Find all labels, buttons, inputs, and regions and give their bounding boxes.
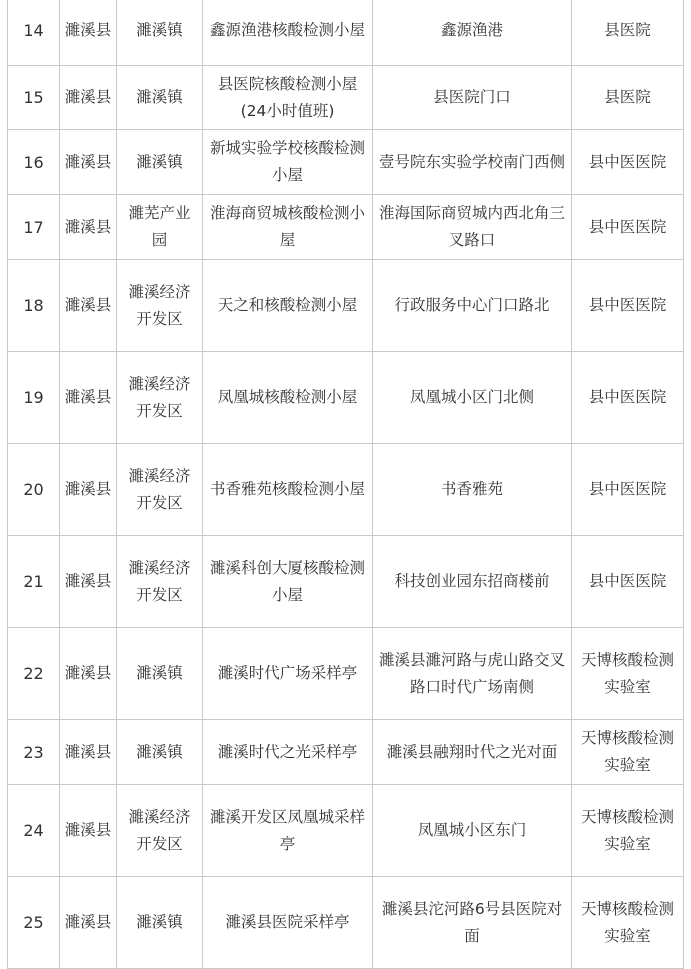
county-cell: 濉溪县 bbox=[60, 536, 117, 628]
site-name-cell: 天之和核酸检测小屋 bbox=[203, 260, 373, 352]
town-cell: 濉溪经济开发区 bbox=[117, 785, 203, 877]
row-number: 24 bbox=[8, 785, 60, 877]
lab-cell: 县医院 bbox=[572, 66, 684, 130]
table-row bbox=[8, 352, 684, 444]
address-cell: 淮海国际商贸城内西北角三叉路口 bbox=[373, 195, 572, 260]
lab-cell: 天博核酸检测实验室 bbox=[572, 877, 684, 969]
lab-cell: 县中医医院 bbox=[572, 536, 684, 628]
address-cell: 濉溪县沱河路6号县医院对面 bbox=[373, 877, 572, 969]
county-cell: 濉溪县 bbox=[60, 260, 117, 352]
row-number: 21 bbox=[8, 536, 60, 628]
table-row bbox=[8, 130, 684, 195]
table-row bbox=[8, 444, 684, 536]
row-number: 20 bbox=[8, 444, 60, 536]
lab-cell: 县中医医院 bbox=[572, 444, 684, 536]
site-name-cell: 凤凰城核酸检测小屋 bbox=[203, 352, 373, 444]
county-cell: 濉溪县 bbox=[60, 352, 117, 444]
site-name-cell: 濉溪开发区凤凰城采样亭 bbox=[203, 785, 373, 877]
table-row bbox=[8, 877, 684, 969]
address-cell: 濉溪县融翔时代之光对面 bbox=[373, 720, 572, 785]
address-cell: 县医院门口 bbox=[373, 66, 572, 130]
county-cell: 濉溪县 bbox=[60, 720, 117, 785]
site-name-cell: 新城实验学校核酸检测小屋 bbox=[203, 130, 373, 195]
town-cell: 濉溪镇 bbox=[117, 66, 203, 130]
row-number: 17 bbox=[8, 195, 60, 260]
site-name-cell: 濉溪科创大厦核酸检测小屋 bbox=[203, 536, 373, 628]
address-cell: 鑫源渔港 bbox=[373, 0, 572, 66]
table-row bbox=[8, 195, 684, 260]
address-cell: 科技创业园东招商楼前 bbox=[373, 536, 572, 628]
table-row bbox=[8, 785, 684, 877]
site-name-cell: 濉溪时代之光采样亭 bbox=[203, 720, 373, 785]
address-cell: 书香雅苑 bbox=[373, 444, 572, 536]
site-name-cell: 淮海商贸城核酸检测小屋 bbox=[203, 195, 373, 260]
address-cell: 凤凰城小区东门 bbox=[373, 785, 572, 877]
table-row bbox=[8, 536, 684, 628]
lab-cell: 县医院 bbox=[572, 0, 684, 66]
address-cell: 行政服务中心门口路北 bbox=[373, 260, 572, 352]
lab-cell: 天博核酸检测实验室 bbox=[572, 628, 684, 720]
site-name-cell: 濉溪时代广场采样亭 bbox=[203, 628, 373, 720]
town-cell: 濉溪镇 bbox=[117, 877, 203, 969]
site-name-cell: 濉溪县医院采样亭 bbox=[203, 877, 373, 969]
table-row bbox=[8, 628, 684, 720]
table-row bbox=[8, 720, 684, 785]
row-number: 23 bbox=[8, 720, 60, 785]
town-cell: 濉溪经济开发区 bbox=[117, 444, 203, 536]
county-cell: 濉溪县 bbox=[60, 130, 117, 195]
row-number: 16 bbox=[8, 130, 60, 195]
county-cell: 濉溪县 bbox=[60, 628, 117, 720]
county-cell: 濉溪县 bbox=[60, 877, 117, 969]
lab-cell: 县中医医院 bbox=[572, 130, 684, 195]
lab-cell: 县中医医院 bbox=[572, 195, 684, 260]
town-cell: 濉溪经济开发区 bbox=[117, 352, 203, 444]
town-cell: 濉溪经济开发区 bbox=[117, 536, 203, 628]
table-body bbox=[8, 0, 684, 969]
row-number: 15 bbox=[8, 66, 60, 130]
address-cell: 濉溪县濉河路与虎山路交叉路口时代广场南侧 bbox=[373, 628, 572, 720]
row-number: 25 bbox=[8, 877, 60, 969]
site-name-cell: 书香雅苑核酸检测小屋 bbox=[203, 444, 373, 536]
county-cell: 濉溪县 bbox=[60, 0, 117, 66]
site-name-cell: 鑫源渔港核酸检测小屋 bbox=[203, 0, 373, 66]
row-number: 18 bbox=[8, 260, 60, 352]
table-row bbox=[8, 66, 684, 130]
town-cell: 濉溪镇 bbox=[117, 720, 203, 785]
town-cell: 濉溪镇 bbox=[117, 628, 203, 720]
site-name-cell: 县医院核酸检测小屋(24小时值班) bbox=[203, 66, 373, 130]
town-cell: 濉芜产业园 bbox=[117, 195, 203, 260]
address-cell: 凤凰城小区门北侧 bbox=[373, 352, 572, 444]
county-cell: 濉溪县 bbox=[60, 785, 117, 877]
county-cell: 濉溪县 bbox=[60, 444, 117, 536]
address-cell: 壹号院东实验学校南门西侧 bbox=[373, 130, 572, 195]
town-cell: 濉溪经济开发区 bbox=[117, 260, 203, 352]
table-row bbox=[8, 260, 684, 352]
table-row bbox=[8, 0, 684, 66]
lab-cell: 县中医医院 bbox=[572, 260, 684, 352]
row-number: 14 bbox=[8, 0, 60, 66]
lab-cell: 天博核酸检测实验室 bbox=[572, 720, 684, 785]
lab-cell: 天博核酸检测实验室 bbox=[572, 785, 684, 877]
county-cell: 濉溪县 bbox=[60, 195, 117, 260]
county-cell: 濉溪县 bbox=[60, 66, 117, 130]
row-number: 22 bbox=[8, 628, 60, 720]
row-number: 19 bbox=[8, 352, 60, 444]
lab-cell: 县中医医院 bbox=[572, 352, 684, 444]
town-cell: 濉溪镇 bbox=[117, 0, 203, 66]
testing-sites-table bbox=[7, 0, 684, 969]
town-cell: 濉溪镇 bbox=[117, 130, 203, 195]
